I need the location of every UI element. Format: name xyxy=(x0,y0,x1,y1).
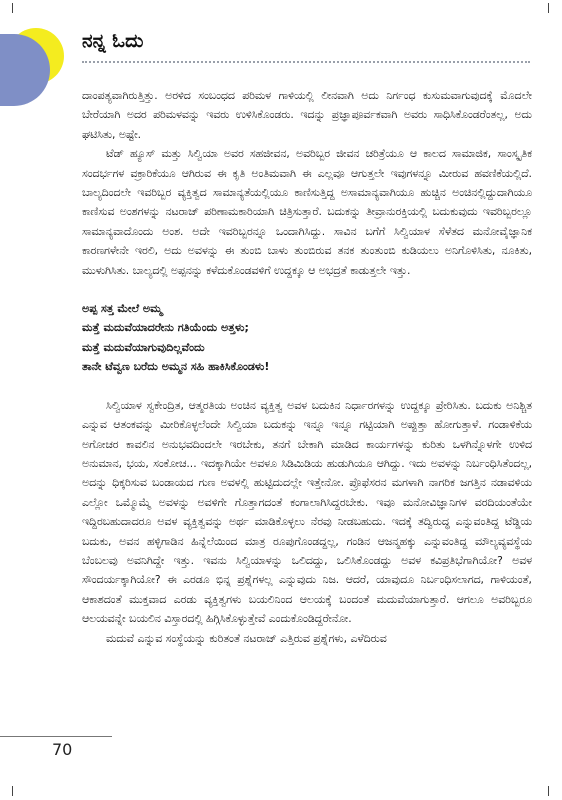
poem-line: ಮತ್ತೆ ಮದುವೆಯಾದರೇನು ಗತಿಯೆಂದು ಅತ್ತಳು; xyxy=(82,321,249,335)
article-body xyxy=(82,86,532,648)
crop-mark-top-right xyxy=(548,3,549,13)
poem-line: ತಾನೇ ಟೆವ್ವಣ ಬರೆದು ಅಮ್ಮನ ಸಹಿ ಹಾಕಿಸಿಕೊಂಡಳು! xyxy=(82,360,270,374)
footer-rule xyxy=(0,736,112,737)
section-title: ನನ್ನ ಓದು xyxy=(82,30,144,52)
header-dotted-rule xyxy=(82,61,530,63)
crop-mark-top xyxy=(12,3,13,13)
poem-line: ಅಪ್ಪ ಸತ್ತ ಮೇಲೆ ಅಮ್ಮ xyxy=(82,302,163,316)
body-paragraph: ದಾಂಪತ್ಯವಾಗಿರುತ್ತಿತ್ತು. ಅರಳಿದ ಸಂಬಂಧದ ಪರಿಮಳ ಗಾಳಿಯಲ್ಲಿ ಲೀನವಾಗಿ ಅದು ನಿರ್ಗಂಧ ಕುಸುಮವಾಗುವುದಕ್ಕೆ ಮೊದಲೇ ಬೇರೆಯಾಗಿ ಅದರ ಪರಿಮಳವನ್ನು ಇವರು ಉಳಿಸಿಕೊಂಡರು. ಇದನ್ನು ಪ್ರಜ್ಞಾಪೂರ್ವಕವಾಗಿ ಅವರು ಸಾಧಿಸಿಕೊಂಡರೆಂತಲ್ಲ, ಅದು ಘಟಿಸಿತು, ಅಷ್ಟೇ. xyxy=(82,89,532,141)
crop-mark-bottom-right xyxy=(548,786,549,796)
crop-mark-bottom-left xyxy=(12,786,13,796)
page-number: 70 xyxy=(52,740,73,759)
poem-line: ಮತ್ತೆ ಮದುವೆಯಾಗುವುದಿಲ್ಲವೆಂದು xyxy=(82,340,205,354)
body-paragraph: ಟೆಡ್ ಹ್ಯೂಸ್ ಮತ್ತು ಸಿಲ್ವಿಯಾ ಅವರ ಸಹಜೀವನ, ಅವರಿಬ್ಬರ ಜೀವನ ಚರಿತ್ರೆಯೂ ಆ ಕಾಲದ ಸಾಮಾಜಿಕ, ಸಾಂಸ್ಕೃತಿಕ ಸಂದರ್ಭಗಳ ವಕ್ರಾರಿಕೆಯೂ ಆಗಿರುವ ಈ ಕೃತಿ ಅಂತಿಮವಾಗಿ ಈ ಎಲ್ಲವೂ ಆಗುತ್ತಲೇ ಇವುಗಳನ್ನೂ ಮೀರುವ ಹವಣಿಕೆಯಲ್ಲಿದೆ. ಬಾಲ್ಯದಿಂದಲೇ ಇವರಿಬ್ಬರ ವ್ಯಕ್ತಿತ್ವದ ಸಾಮಾನ್ಯತೆಯಲ್ಲಿಯೂ ಕಾಣಿಸುತ್ತಿದ್ದ ಅಸಾಮಾನ್ಯವಾಗಿಯೂ ಹುಚ್ಚಿನ ಅಂಚಿನಲ್ಲಿದ್ದುದಾಗಿಯೂ ಕಾಣಿಸುವ ಅಂಶಗಳನ್ನು ನಟರಾಜ್ ಪರಿಣಾಮಕಾರಿಯಾಗಿ ಚಿತ್ರಿಸುತ್ತಾರೆ. ಬದುಕನ್ನು ತೀವ್ರಾನುರಕ್ತಿಯಲ್ಲಿ ಬದುಕುವುದು ಇವರಿಬ್ಬರಲ್ಲೂ ಸಾಮಾನ್ಯವಾದೊಂದು ಅಂಶ. ಅದೇ ಇವರಿಬ್ಬರನ್ನೂ ಒಂದಾಗಿಸಿದ್ದು. ಸಾವಿನ ಬಗೆಗೆ ಸಿಲ್ವಿಯಾಳ ಸೆಳೆತದ ಮನೋವೈಜ್ಞಾನಿಕ ಕಾರಣಗಳೇನೇ ಇರಲಿ, ಅದು ಅವಳನ್ನು ಈ ತುಂಬಿ ಬಾಳು ತುಂಬಿರುವ ತನಕ ತುಂತುಂಬಿ ಕುಡಿಯಲು ಅನಿಗೊಳಿಸಿತು, ನೂಕಿತು, ಮುಳುಗಿಸಿತು. ಬಾಲ್ಯದಲ್ಲಿ ಅಪ್ಪನನ್ನು ಕಳೆದುಕೊಂಡವಳಿಗೆ ಉದ್ದಕ್ಕೂ ಆ ಅಭದ್ರತೆ ಕಾಡುತ್ತಲೇ ಇತ್ತು. xyxy=(82,147,532,277)
poem-quote xyxy=(82,299,532,377)
body-paragraph: ಮದುವೆ ಎನ್ನುವ ಸಂಸ್ಥೆಯನ್ನು ಕುರಿತಂತೆ ನಟರಾಜ್ ಎತ್ತಿರುವ ಪ್ರಶ್ನೆಗಳು, ಎಳೆದಿರುವ xyxy=(106,631,387,645)
body-paragraph: ಸಿಲ್ವಿಯಾಳ ಸ್ವಕೇಂದ್ರಿತ, ಆತ್ಮರತಿಯ ಅಂಚಿನ ವ್ಯಕ್ತಿತ್ವ ಅವಳ ಬದುಕಿನ ನಿರ್ಧಾರಗಳನ್ನು ಉದ್ದಕ್ಕೂ ಪ್ರೇರಿಸಿತು. ಬದುಕು ಅನಿಶ್ಚಿತ ಎನ್ನುವ ಆತಂಕವನ್ನು ಮೀರಿಕೊಳ್ಳಲೆಂದೇ ಸಿಲ್ವಿಯಾ ಬದುಕನ್ನು ಇನ್ನೂ ಇನ್ನೂ ಗಟ್ಟಿಯಾಗಿ ಅಪ್ಪುತ್ತಾ ಹೋಗುತ್ತಾಳೆ. ಗಂಡಾಳಿಕೆಯ ಅಗೋಚರ ಕಾವಲಿನ ಅನುಭವದಿಂದಲೇ ಇರಬೇಕು, ತನಗೆ ಬೇಕಾಗಿ ಮಾಡಿದ ಕಾರ್ಯಗಳನ್ನು ಕುರಿತು ಒಳಗಿನ್ನೊಳಗೇ ಉಳಿದ ಅನುಮಾನ, ಭಯ, ಸಂಕೋಚ... ಇದಕ್ಕಾಗಿಯೇ ಅವಳೂ ಸಿಡಿಮಿಡಿಯ ಹುಡುಗಿಯೂ ಆಗಿದ್ದು. ಇದು ಅವಳನ್ನು ನಿರ್ಬಂಧಿಸಿತೆಂದಲ್ಲ, ಅದನ್ನು ಧಿಕ್ಕರಿಸುವ ಬಂಡಾಯದ ಗುಣ ಅವಳಲ್ಲಿ ಹುಟ್ಟಿದುದಲ್ಲೇ ಇತ್ತೇನೋ. ಪ್ರೊಫೆಸರನ ಮಗಳಾಗಿ ನಾಗರಿಕ ಜಗತ್ತಿನ ನಡಾವಳಿಯ ಎಲ್ಲೋ ಒಮ್ಮೊಮ್ಮೆ ಅವಳನ್ನು ಅವಳಿಗೇ ಗೊತ್ತಾಗದಂತೆ ಕಂಗಾಲಾಗಿಸಿದ್ದರಬೇಕು. ಇವೂ ಮನೋವಿಜ್ಞಾನಿಗಳ ವರದಿಯಂತೆಯೇ ಇದ್ದಿರಬಹುದಾದರೂ ಅವಳ ವ್ಯಕ್ತಿತ್ವವನ್ನು ಅರ್ಥ ಮಾಡಿಕೊಳ್ಳಲು ನೆರವು ನೀಡಬಹುದು. ಇದಕ್ಕೆ ತದ್ವಿರುದ್ಧ ಎನ್ನುವಂತಿದ್ದ ಟೆಡ್ಡಿಯ ಬದುಕು, ಅವನ ಹಳ್ಳಿಗಾಡಿನ ಹಿನ್ನೆಲೆಯಿಂದ ಮಾತ್ರ ರೂಪುಗೊಂಡದ್ದಲ್ಲ, ಗಂಡಿನ ಆಜನ್ಮಹಕ್ಕು ಎನ್ನುವಂತಿದ್ದ ಮೌಲ್ಯವ್ಯವಸ್ಥೆಯ ಬೆಂಬಲವು ಅವನಿಗಿದ್ದೇ ಇತ್ತು. ಇವನು ಸಿಲ್ವಿಯಾಳನ್ನು ಒಲಿದದ್ದು, ಒಲಿಸಿಕೊಂಡದ್ದು ಅವಳ ಕವಿಪ್ರತಿಭೆಗಾಗಿಯೋ? ಅವಳ ಸೌಂದರ್ಯಕ್ಕಾಗಿಯೋ? ಈ ಎರಡೂ ಭಿನ್ನ ಪ್ರಶ್ನೆಗಳಲ್ಲ ಎನ್ನುವುದು ನಿಜ. ಆದರೆ, ಯಾವುದೂ ನಿರ್ಬಂಧಿಸಲಾಗದ, ಗಾಳಿಯಂತೆ, ಆಕಾಶದಂತೆ ಮುಕ್ತವಾದ ಎರಡು ವ್ಯಕ್ತಿತ್ವಗಳು ಬಯಲಿನಿಂದ ಆಲಯಕ್ಕೆ ಬಂದಂತೆ ಮದುವೆಯಾಗುತ್ತಾರೆ. ಆಗಲೂ ಅವರಿಬ್ಬರೂ ಆಲಯವನ್ನೇ ಬಯಲಿನ ವಿಸ್ತಾರದಲ್ಲಿ ಹಿಗ್ಗಿಸಿಕೊಳ್ಳುತ್ತೇವೆ ಎಂದುಕೊಂಡಿದ್ದರೇನೋ. xyxy=(82,398,532,626)
